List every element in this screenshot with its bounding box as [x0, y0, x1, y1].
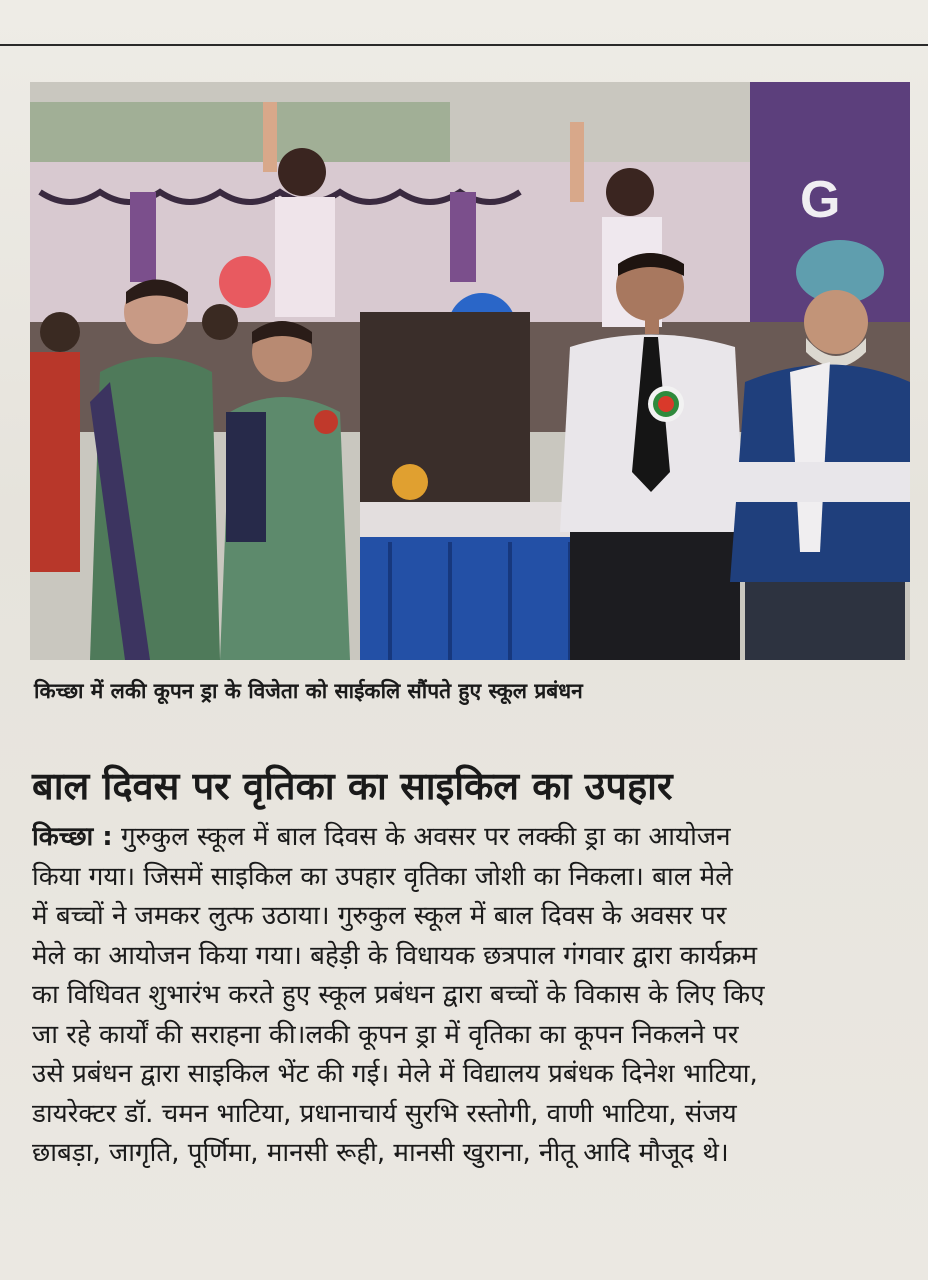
article-line: छाबड़ा, जागृति, पूर्णिमा, मानसी रूही, मानसी खुराना, नीतू आदि मौजूद थे। — [32, 1138, 729, 1168]
balloon-red — [219, 256, 271, 308]
article-line: में बच्चों ने जमकर लुत्फ उठाया। गुरुकुल स्कूल में बाल दिवस के अवसर पर — [32, 901, 727, 931]
photo-caption: किच्छा में लकी कूपन ड्रा के विजेता को साईकलि सौंपते हुए स्कूल प्रबंधन — [34, 679, 583, 703]
dateline: किच्छा : — [32, 822, 113, 852]
banner-letter: G — [800, 171, 841, 229]
article-line: का विधिवत शुभारंभ करते हुए स्कूल प्रबंधन द्वारा बच्चों के विकास के लिए किए — [32, 980, 765, 1010]
person-man-turban — [804, 290, 868, 354]
article-body — [32, 818, 898, 1174]
article-line — [32, 818, 898, 858]
article-line: उसे प्रबंधन द्वारा साइकिल भेंट की गई। मेले में विद्यालय प्रबंधक दिनेश भाटिया, — [32, 1059, 758, 1089]
article-headline: बाल दिवस पर वृतिका का साइकिल का उपहार — [32, 764, 673, 808]
article-line: मेले का आयोजन किया गया। बहेड़ी के विधायक छत्रपाल गंगवार द्वारा कार्यक्रम — [32, 940, 758, 971]
article-line-text: गुरुकुल स्कूल में बाल दिवस के अवसर पर लक्की ड्रा का आयोजन — [120, 822, 731, 852]
column-rule — [0, 44, 928, 46]
article-line: किया गया। जिसमें साइकिल का उपहार वृतिका जोशी का निकला। बाल मेले — [32, 861, 733, 892]
news-photo — [30, 82, 910, 660]
article-line: जा रहे कार्यों की सराहना की।लकी कूपन ड्रा में वृतिका का कूपन निकलने पर — [32, 1019, 739, 1050]
article-line: डायरेक्टर डॉ. चमन भाटिया, प्रधानाचार्य सुरभि रस्तोगी, वाणी भाटिया, संजय — [32, 1098, 737, 1129]
